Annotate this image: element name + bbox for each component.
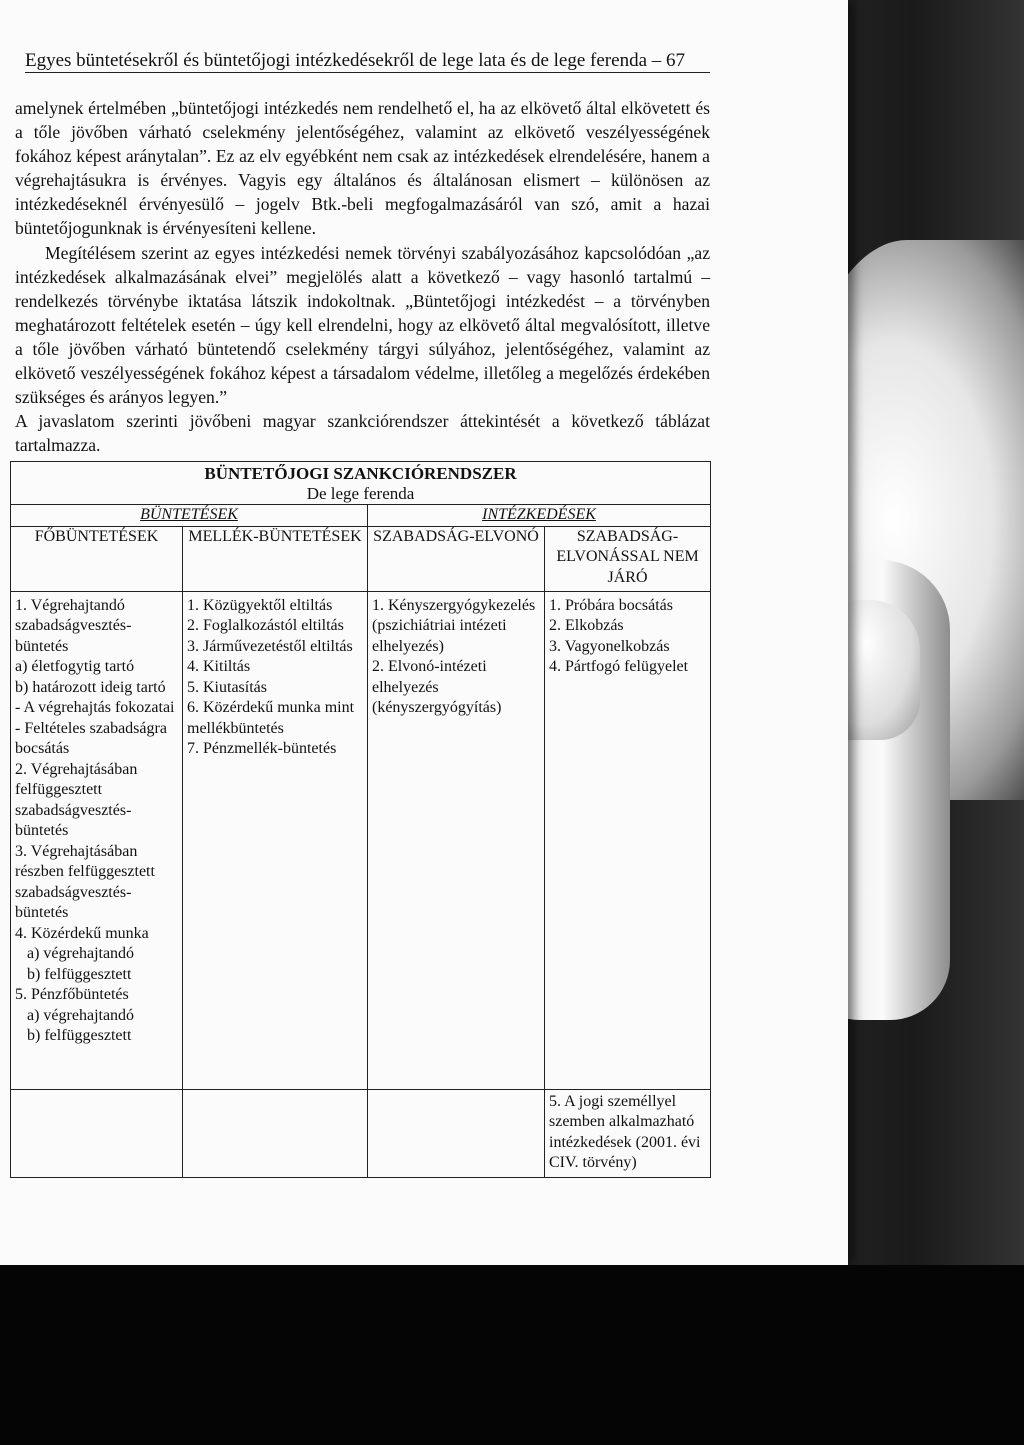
list-item: 4. Kitiltás <box>187 658 251 675</box>
group-header-measures: INTÉZKEDÉSEK <box>482 506 596 523</box>
sanction-system-table <box>10 461 711 1178</box>
empty-cell <box>11 1089 183 1177</box>
list-item: 3. Járművezetéstől eltiltás <box>187 637 353 655</box>
list-item: 1. Közügyektől eltiltás <box>187 596 333 614</box>
list-item: 5. Pénzfőbüntetés <box>15 986 129 1003</box>
main-punishments-cell <box>11 591 183 1089</box>
list-item: b) felfüggesztett <box>27 965 132 983</box>
list-item: 5. Kiutasítás <box>187 678 267 696</box>
list-item: 4. Közérdekű munka <box>15 924 149 942</box>
list-item: 4. Pártfogó felügyelet <box>549 658 689 675</box>
empty-cell <box>368 1089 545 1177</box>
list-item: b) felfüggesztett <box>27 1027 132 1044</box>
paragraph-2: Megítélésem szerint az egyes intézkedési nemek törvényi szabályozásához kapcsolódóan „az intézkedések alkalmazásának elvei” megjelölés alatt a következő – vagy hasonló tartalmú – rendelkezés törvénybe iktatása látszik indokoltnak. „Büntetőjogi intézkedést – a törvényben meghatározott feltételek esetén – úgy kell elrendelni, hogy az elkövető által megvalósított, illetve a tőle jövőben várható büntetendő cselekmény tárgyi súlyához, jelentőségéhez, valamint az elkövető veszélyességének fokához képest a társadalom védelme, illetőleg a megelőzés érdekében szükséges és arányos legyen.” <box>15 242 710 408</box>
list-item: b) határozott ideig tartó <box>15 678 166 696</box>
legal-entity-measures-cell <box>545 1089 711 1177</box>
non-custodial-measures-cell <box>545 591 711 1089</box>
list-item: a) életfogytig tartó <box>15 658 135 675</box>
paragraph-3: A javaslatom szerinti jövőbeni magyar szankciórendszer áttekintését a következő táblázat tartalmazza. <box>15 411 710 456</box>
list-item: 1. Kényszergyógykezelés (pszichiátriai intézeti elhelyezés) <box>372 596 536 655</box>
body-text <box>15 96 710 457</box>
col-header-main-punishments: FŐBÜNTETÉSEK <box>11 526 183 591</box>
col-header-non-custodial: SZABADSÁG-ELVONÁSSAL NEM JÁRÓ <box>545 526 711 591</box>
list-item: 2. Végrehajtásában felfüggesztett szabadságvesztés-büntetés <box>15 760 138 839</box>
list-item: - A végrehajtás fokozatai <box>15 699 175 716</box>
list-item: 2. Elvonó-intézeti elhelyezés (kényszergyógyítás) <box>372 658 502 716</box>
list-item: 5. A jogi személlyel szemben alkalmazható intézkedések (2001. évi CIV. törvény) <box>549 1092 701 1171</box>
list-item: 7. Pénzmellék-büntetés <box>187 740 337 757</box>
list-item: 2. Foglalkozástól eltiltás <box>187 617 344 634</box>
list-item: - Feltételes szabadságra bocsátás <box>15 719 167 757</box>
list-item: 1. Próbára bocsátás <box>549 596 673 614</box>
table-title: BÜNTETŐJOGI SZANKCIÓRENDSZER <box>204 464 517 483</box>
empty-cell <box>183 1089 368 1177</box>
running-header: Egyes büntetésekről és büntetőjogi intézkedésekről de lege lata és de lege ferenda – 67 <box>25 50 710 73</box>
custodial-measures-cell <box>368 591 545 1089</box>
list-item: 3. Végrehajtásában részben felfüggesztett szabadságvesztés-büntetés <box>15 842 155 921</box>
col-header-secondary-punishments: MELLÉK-BÜNTETÉSEK <box>183 526 368 591</box>
table-subtitle: De lege ferenda <box>306 484 415 503</box>
group-header-punishments: BÜNTETÉSEK <box>140 506 238 523</box>
col-header-custodial: SZABADSÁG-ELVONÓ <box>368 526 545 591</box>
list-item: 6. Közérdekű munka mint mellékbüntetés <box>187 699 355 737</box>
list-item: 2. Elkobzás <box>549 617 624 634</box>
secondary-punishments-cell <box>183 591 368 1089</box>
list-item: a) végrehajtandó <box>27 945 135 962</box>
list-item: a) végrehajtandó <box>27 1006 135 1024</box>
list-item: 3. Vagyonelkobzás <box>549 637 670 655</box>
bottom-scan-edge <box>0 1265 1024 1445</box>
paragraph-1: amelynek értelmében „büntetőjogi intézkedés nem rendelhető el, ha az elkövető által elkövetett és a tőle jövőben várható cselekmény jelentőségéhez, valamint az elkövető veszélyességének fokához képest aránytalan”. Ez az elv egyébként nem csak az intézkedések elrendelésére, hanem a végrehajtásukra is érvényes. Vagyis egy általános és általánosan elismert – különösen az intézkedéseknél érvényesülő – jogelv Btk.-beli megfogalmazásáról van szó, amit a hazai büntetőjogunknak is érvényesíteni kellene. <box>15 98 710 239</box>
list-item: 1. Végrehajtandó szabadságvesztés-büntetés <box>15 596 132 655</box>
